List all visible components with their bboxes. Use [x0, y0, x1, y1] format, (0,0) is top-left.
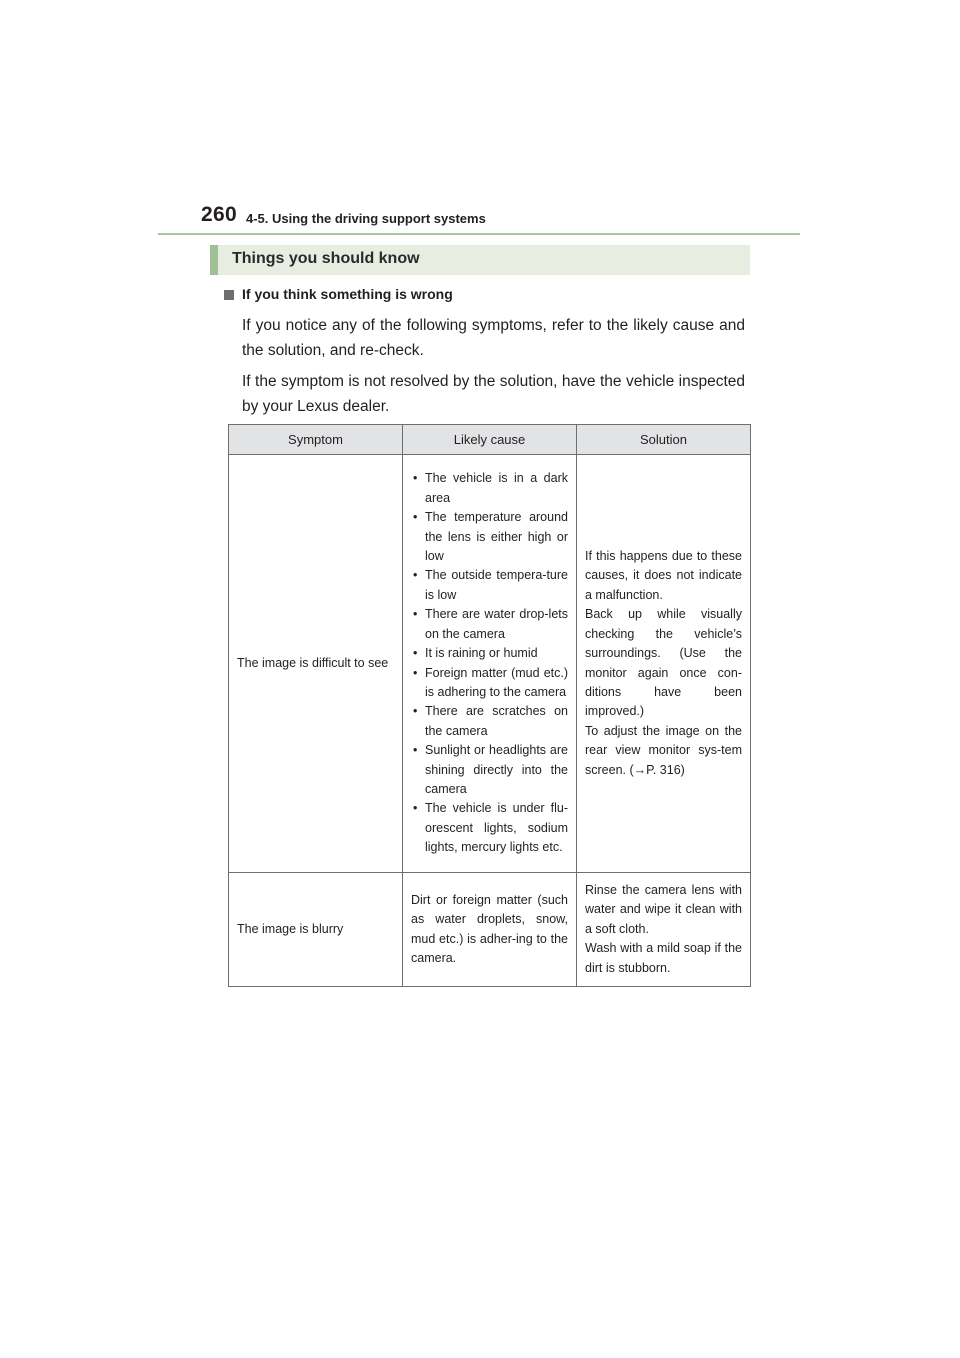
section-label: 4-5. Using the driving support systems — [246, 211, 486, 226]
heading-text: If you think something is wrong — [242, 286, 453, 302]
intro-paragraph: If you notice any of the following symptoms, refer to the likely cause and the solution, and re-check. — [242, 317, 745, 359]
header-likely-cause: Likely cause — [403, 425, 577, 455]
square-bullet-icon — [224, 290, 234, 300]
cause-cell: Dirt or foreign matter (such as water droplets, snow, mud etc.) is adher-ing to the camera. — [403, 873, 577, 987]
solution-text: Back up while visually checking the vehicle’s surroundings. (Use the monitor again once con-ditions have been improved.) — [585, 607, 742, 719]
solution-text: Wash with a mild soap if the dirt is stubborn. — [585, 941, 742, 975]
solution-cell — [577, 873, 751, 987]
list-item: • The temperature around the lens is either high or low — [411, 508, 568, 566]
banner-title: Things you should know — [232, 250, 420, 267]
list-item: • There are scratches on the camera — [411, 702, 568, 741]
symptom-cell: The image is blurry — [229, 873, 403, 987]
list-item: • The outside tempera-ture is low — [411, 566, 568, 605]
solution-text: Rinse the camera lens with water and wipe it clean with a soft cloth. — [585, 883, 742, 936]
section-heading — [224, 286, 453, 302]
table-row — [229, 873, 751, 987]
header-solution: Solution — [577, 425, 751, 455]
list-item: • The vehicle is in a dark area — [411, 469, 568, 508]
list-item: • Foreign matter (mud etc.) is adhering to the camera — [411, 664, 568, 703]
table-header-row — [229, 425, 751, 455]
symptom-cell: The image is difficult to see — [229, 455, 403, 873]
cause-list — [411, 469, 568, 857]
list-item: • Sunlight or headlights are shining directly into the camera — [411, 741, 568, 799]
page-number: 260 — [201, 203, 237, 226]
troubleshooting-table — [228, 424, 751, 987]
solution-cell — [577, 455, 751, 873]
solution-text: If this happens due to these causes, it does not indicate a malfunction. — [585, 549, 742, 602]
table-row — [229, 455, 751, 873]
header-rule — [158, 233, 800, 235]
cause-cell — [403, 455, 577, 873]
list-item: • There are water drop-lets on the camera — [411, 605, 568, 644]
things-you-should-know-banner — [210, 245, 750, 275]
header-symptom: Symptom — [229, 425, 403, 455]
list-item: • The vehicle is under flu-orescent lights, sodium lights, mercury lights etc. — [411, 799, 568, 857]
solution-text: To adjust the image on the rear view monitor sys-tem screen. (→P. 316) — [585, 723, 742, 777]
dealer-paragraph: If the symptom is not resolved by the solution, have the vehicle inspected by your Lexus dealer. — [242, 373, 745, 415]
list-item: • It is raining or humid — [411, 644, 568, 663]
